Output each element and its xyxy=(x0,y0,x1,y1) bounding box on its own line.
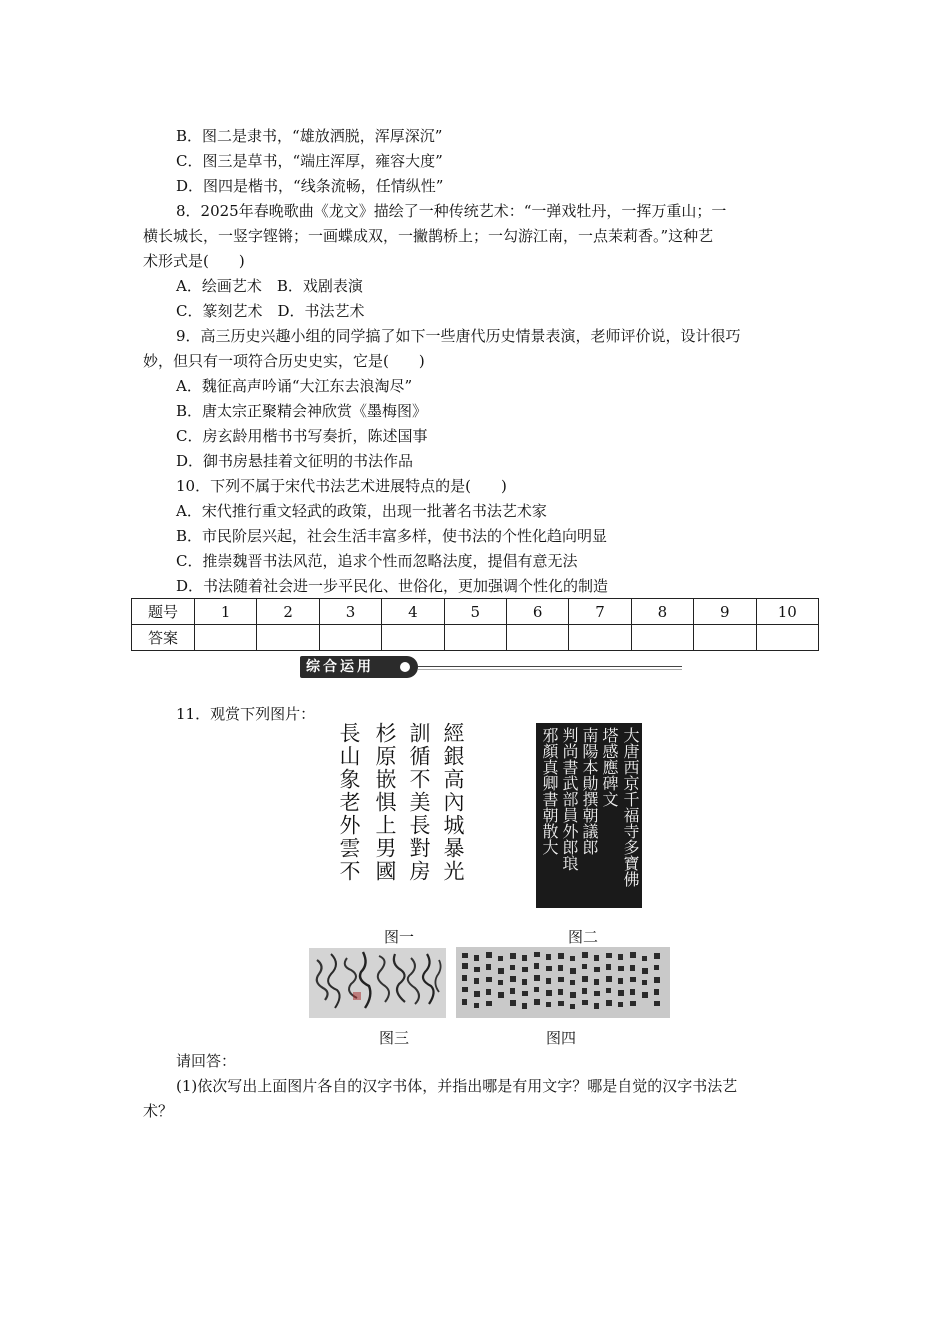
section-title: 综合运用 xyxy=(306,659,374,675)
table-cell-number: 5 xyxy=(444,599,506,625)
q10-option-b: B．市民阶层兴起，社会生活丰富多样，使书法的个性化趋向明显 xyxy=(176,527,608,545)
figure3-caption: 图三 xyxy=(379,1029,410,1047)
rubbing-column: 判尚書武部員外郎琅 xyxy=(560,727,579,871)
rubbing-column: 南陽本勛撰朝議郎 xyxy=(580,727,599,855)
answer-cell[interactable] xyxy=(631,625,693,651)
table-cell-number: 2 xyxy=(257,599,319,625)
answer-cell[interactable] xyxy=(506,625,568,651)
figure4-caption: 图四 xyxy=(546,1029,577,1047)
sub-question-1-line2: 术？ xyxy=(143,1102,174,1120)
table-cell-number: 4 xyxy=(382,599,444,625)
q9-stem-line1: 9．高三历史兴趣小组的同学搞了如下一些唐代历史情景表演，老师评价说，设计很巧 xyxy=(176,327,741,345)
rubbing-column: 塔感應碑文 xyxy=(600,727,619,807)
q10-option-a: A．宋代推行重文轻武的政策，出现一批著名书法艺术家 xyxy=(176,502,547,520)
q9-option-b: B．唐太宗正聚精会神欣赏《墨梅图》 xyxy=(176,402,428,420)
q8-stem-line3: 术形式是( ) xyxy=(143,252,245,270)
table-row-answers xyxy=(132,625,819,651)
seal-column: 杉原嵌惧上男國 xyxy=(373,722,397,883)
scroll-strokes xyxy=(456,947,670,1018)
answer-prompt: 请回答： xyxy=(176,1052,237,1070)
answer-table xyxy=(131,598,819,651)
figure-scroll-script xyxy=(456,947,670,1018)
table-cell-number: 10 xyxy=(756,599,818,625)
q8-options-ab: A．绘画艺术 B．戏剧表演 xyxy=(176,277,363,295)
answer-cell[interactable] xyxy=(569,625,631,651)
q7-option-d: D．图四是楷书，“线条流畅，任情纵性” xyxy=(176,177,444,195)
answer-cell[interactable] xyxy=(382,625,444,651)
q10-stem: 10．下列不属于宋代书法艺术进展特点的是( ) xyxy=(176,477,507,495)
table-header-number: 题号 xyxy=(132,599,195,625)
q11-stem: 11．观赏下列图片： xyxy=(176,705,316,723)
answer-cell[interactable] xyxy=(195,625,257,651)
figure2-caption: 图二 xyxy=(568,928,599,946)
figure-stele-rubbing xyxy=(536,723,642,908)
q8-options-cd: C．篆刻艺术 D．书法艺术 xyxy=(176,302,365,320)
answer-cell[interactable] xyxy=(257,625,319,651)
table-cell-number: 6 xyxy=(506,599,568,625)
q9-stem-line2: 妙，但只有一项符合历史史实，它是( ) xyxy=(143,352,425,370)
section-banner xyxy=(300,656,682,678)
q10-option-d: D．书法随着社会进一步平民化、世俗化，更加强调个性化的制造 xyxy=(176,577,609,595)
table-cell-number: 7 xyxy=(569,599,631,625)
answer-cell[interactable] xyxy=(694,625,756,651)
seal-column: 經銀高內城暴光 xyxy=(441,722,465,883)
sub-question-1-line1: (1)依次写出上面图片各自的汉字书体，并指出哪是有用文字？哪是自觉的汉字书法艺 xyxy=(176,1077,738,1095)
q9-option-c: C．房玄龄用楷书书写奏折，陈述国事 xyxy=(176,427,428,445)
section-title-pill xyxy=(300,656,418,678)
table-cell-number: 8 xyxy=(631,599,693,625)
section-rule-secondary xyxy=(418,669,682,670)
bullet-dot-icon xyxy=(400,662,410,672)
table-cell-number: 3 xyxy=(319,599,381,625)
figure1-caption: 图一 xyxy=(384,928,415,946)
answer-cell[interactable] xyxy=(756,625,818,651)
q7-option-b: B．图二是隶书，“雄放洒脱，浑厚深沉” xyxy=(176,127,443,145)
answer-cell[interactable] xyxy=(319,625,381,651)
q9-option-d: D．御书房悬挂着文征明的书法作品 xyxy=(176,452,414,470)
answer-cell[interactable] xyxy=(444,625,506,651)
table-header-answer: 答案 xyxy=(132,625,195,651)
table-cell-number: 9 xyxy=(694,599,756,625)
rubbing-column: 大唐西京千福寺多寶佛 xyxy=(621,727,640,887)
seal-column: 長山象老外雲不 xyxy=(337,722,361,883)
table-cell-number: 1 xyxy=(195,599,257,625)
q7-option-c: C．图三是草书，“端庄浑厚，雍容大度” xyxy=(176,152,443,170)
q8-stem-line1: 8．2025年春晚歌曲《龙文》描绘了一种传统艺术：“一弹戏牡丹，一挥万重山；一 xyxy=(176,202,727,220)
cursive-strokes xyxy=(309,948,446,1018)
rubbing-column: 邪顏真卿書朝散大 xyxy=(540,727,559,855)
q8-stem-line2: 横长城长，一竖字铿锵；一画蝶成双，一撇鹊桥上；一勾游江南，一点茉莉香。”这种艺 xyxy=(143,227,714,245)
q9-option-a: A．魏征高声吟诵“大江东去浪淘尽” xyxy=(176,377,413,395)
q10-option-c: C．推崇魏晋书法风范，追求个性而忽略法度，提倡有意无法 xyxy=(176,552,578,570)
figure-cursive-script xyxy=(309,948,446,1018)
seal-column: 訓循不美長對房 xyxy=(407,722,431,883)
section-rule xyxy=(418,666,682,667)
figure-seal-script xyxy=(330,722,468,908)
table-row-numbers xyxy=(132,599,819,625)
